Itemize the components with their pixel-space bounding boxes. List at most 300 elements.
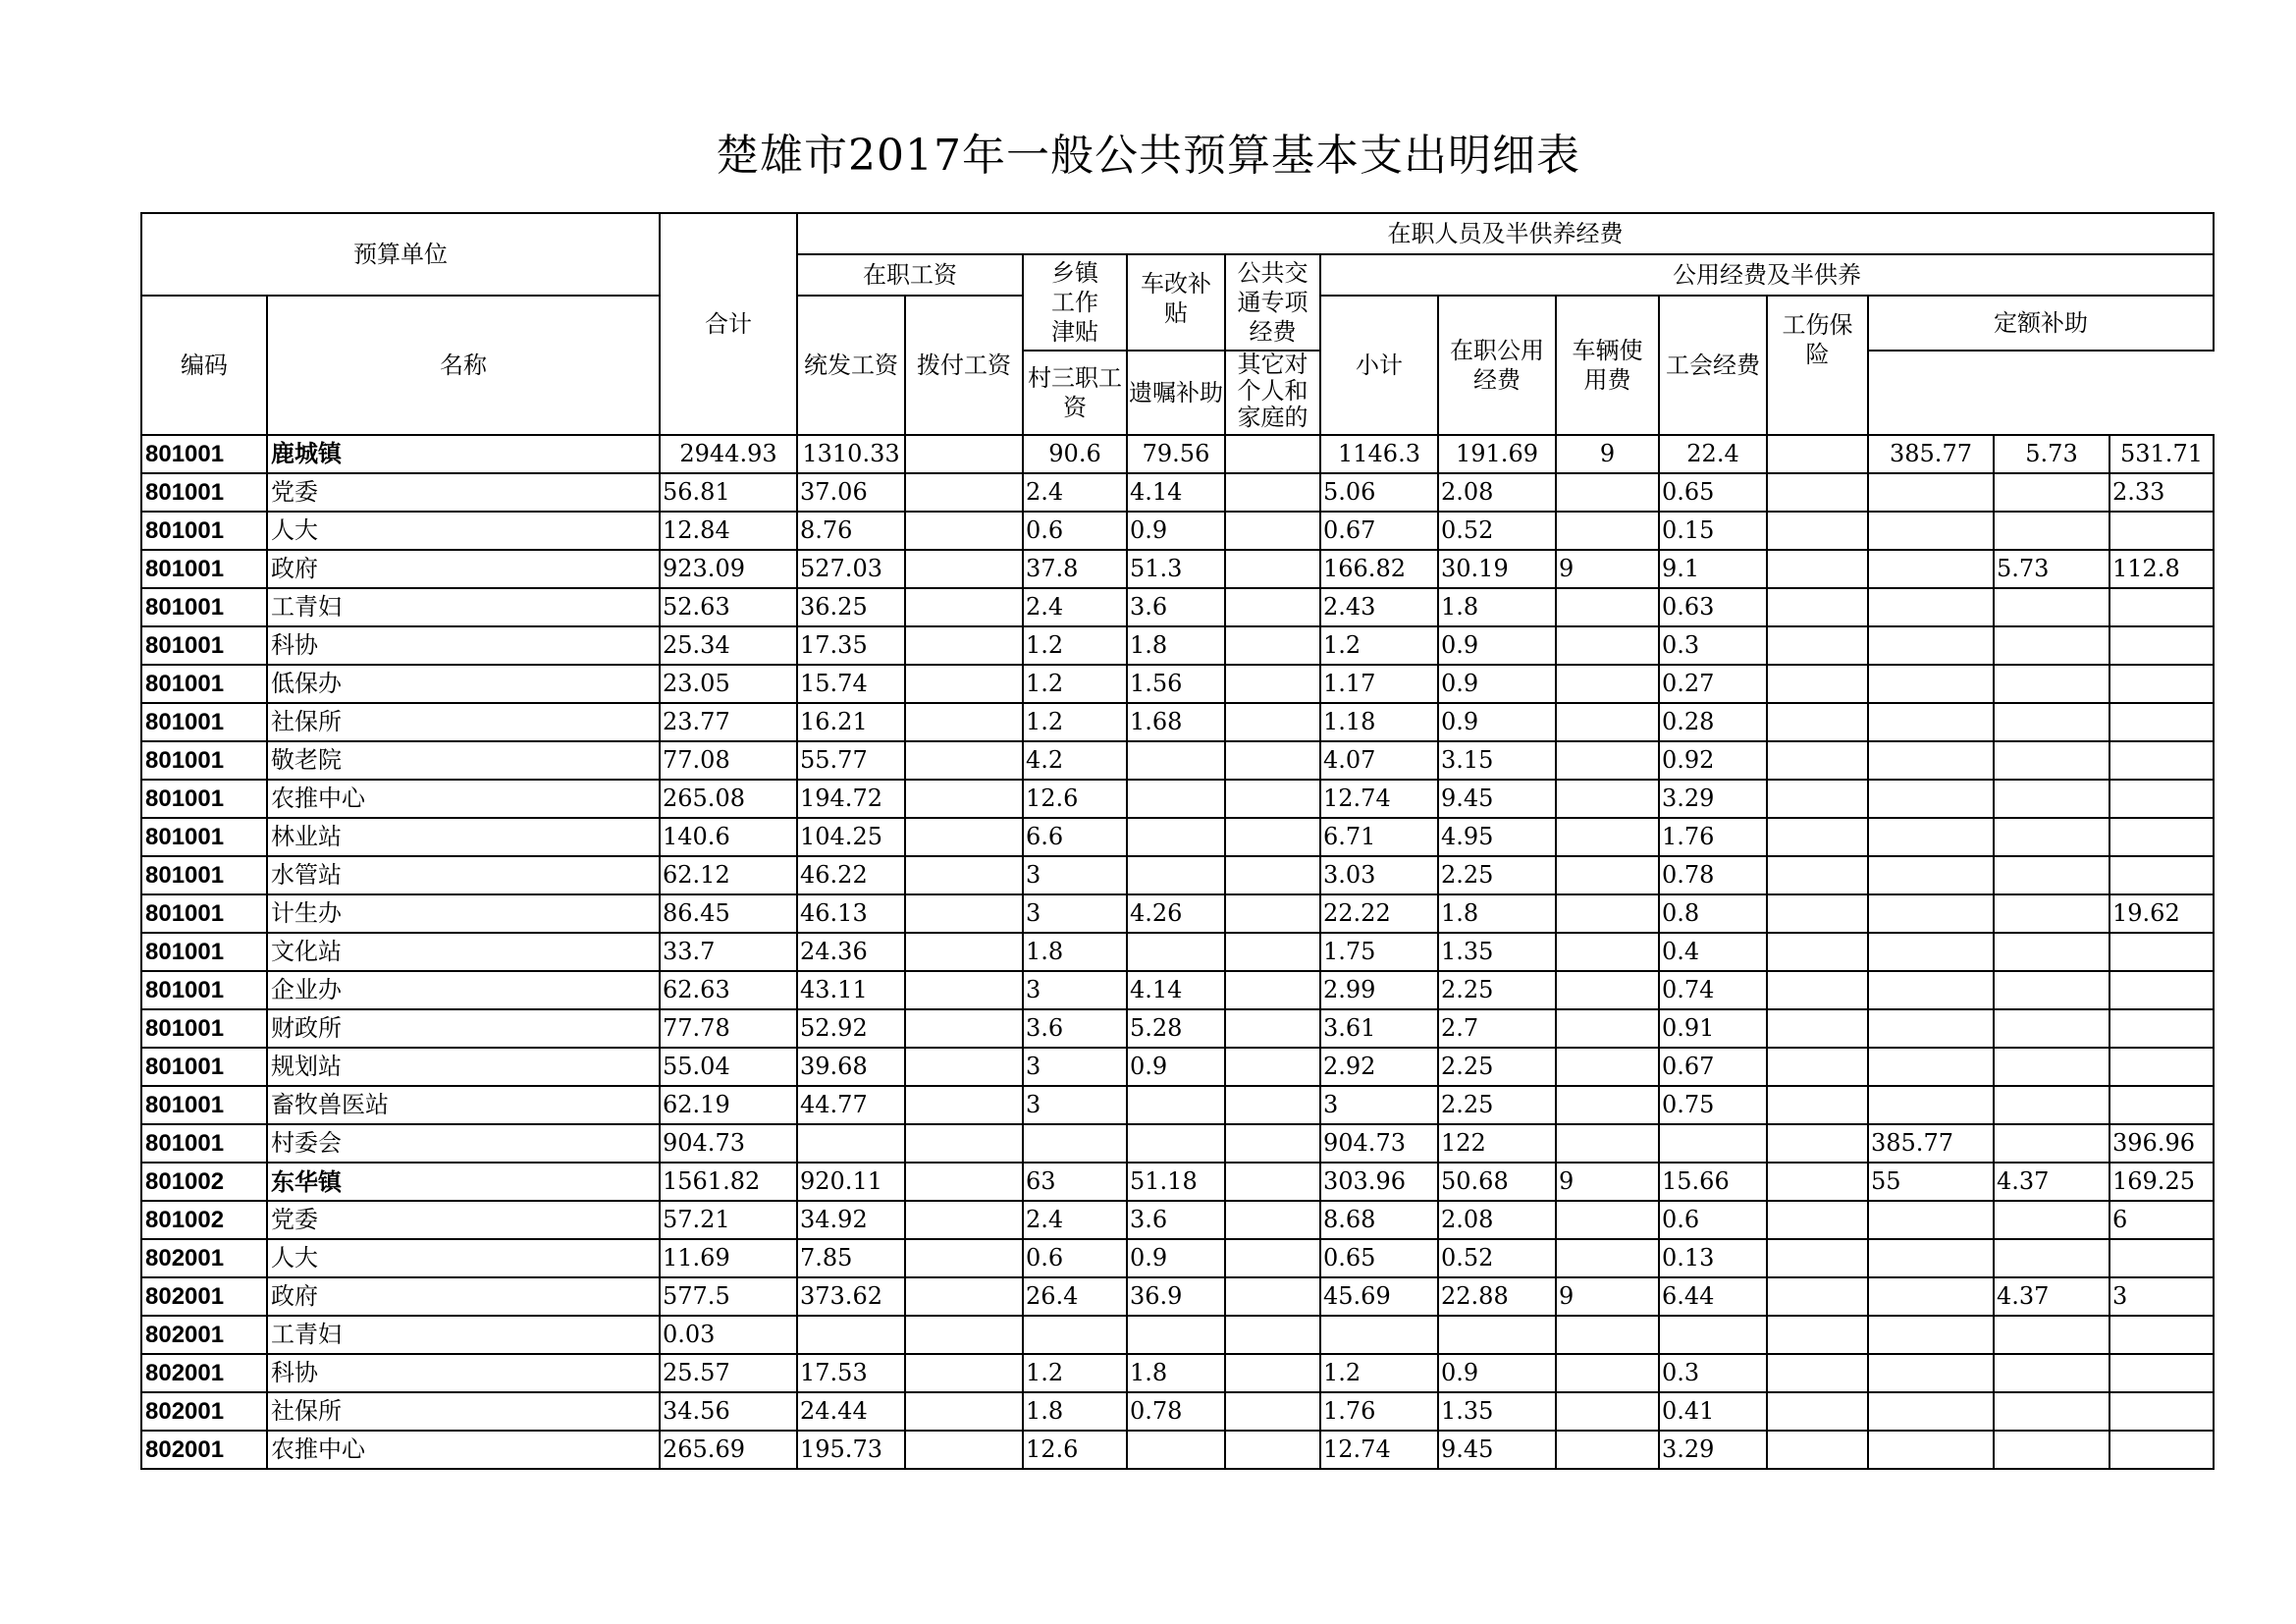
row-code: 801001 (141, 780, 267, 818)
row-value: 0.9 (1127, 512, 1225, 550)
row-value (905, 780, 1023, 818)
row-value (905, 1086, 1023, 1124)
row-value: 3 (2109, 1277, 2214, 1316)
row-value (1767, 435, 1868, 473)
row-value (1994, 1124, 2109, 1163)
row-value (905, 1201, 1023, 1239)
row-value (1767, 1277, 1868, 1316)
row-code: 801001 (141, 703, 267, 741)
table-row (141, 780, 2214, 818)
row-value: 17.53 (797, 1354, 905, 1392)
row-value (1556, 588, 1659, 626)
table-row (141, 1086, 2214, 1124)
row-value (1556, 703, 1659, 741)
row-value: 920.11 (797, 1163, 905, 1201)
row-value (1994, 1354, 2109, 1392)
row-value (905, 1277, 1023, 1316)
row-value: 9 (1556, 1163, 1659, 1201)
header-vehicle-fee-text: 车辆使用费 (1572, 337, 1643, 394)
row-name: 党委 (267, 473, 660, 512)
row-value: 19.62 (2109, 894, 2214, 933)
table-row (141, 1354, 2214, 1392)
header-village-staff-text: 村三职工资 (1028, 364, 1122, 421)
row-value (1767, 818, 1868, 856)
row-value: 1.75 (1320, 933, 1438, 971)
row-value (1767, 588, 1868, 626)
row-name: 村委会 (267, 1124, 660, 1163)
row-value (1994, 512, 2109, 550)
header-other-personal (1225, 351, 1320, 435)
row-code: 801001 (141, 856, 267, 894)
table-row (141, 473, 2214, 512)
row-code: 801001 (141, 512, 267, 550)
row-value (1438, 1316, 1556, 1354)
row-value: 1.35 (1438, 1392, 1556, 1431)
row-name: 畜牧兽医站 (267, 1086, 660, 1124)
table-row (141, 1048, 2214, 1086)
row-value (1556, 780, 1659, 818)
row-value (1556, 856, 1659, 894)
row-value: 2.92 (1320, 1048, 1438, 1086)
row-value: 2.25 (1438, 971, 1556, 1009)
row-value (1767, 703, 1868, 741)
row-value (1225, 703, 1320, 741)
row-value (1023, 1124, 1127, 1163)
row-value (2109, 1392, 2214, 1431)
row-value (2109, 1009, 2214, 1048)
row-value: 1.18 (1320, 703, 1438, 741)
row-code: 802001 (141, 1239, 267, 1277)
row-value (1556, 818, 1659, 856)
row-value: 12.74 (1320, 780, 1438, 818)
row-value (2109, 703, 2214, 741)
row-value (1556, 894, 1659, 933)
row-value: 2.25 (1438, 856, 1556, 894)
row-value: 15.66 (1659, 1163, 1767, 1201)
row-value (905, 435, 1023, 473)
table-row (141, 971, 2214, 1009)
row-value: 12.84 (660, 512, 797, 550)
row-value: 45.69 (1320, 1277, 1438, 1316)
row-value (1994, 626, 2109, 665)
row-value: 396.96 (2109, 1124, 2214, 1163)
row-name: 农推中心 (267, 780, 660, 818)
row-value: 15.74 (797, 665, 905, 703)
row-value: 904.73 (660, 1124, 797, 1163)
row-value (1556, 1392, 1659, 1431)
row-value (1225, 1048, 1320, 1086)
row-value (1225, 856, 1320, 894)
header-village-staff (1023, 351, 1127, 435)
row-value (905, 665, 1023, 703)
row-value: 1.8 (1023, 933, 1127, 971)
row-value (1868, 971, 1994, 1009)
row-value (1320, 1316, 1438, 1354)
row-name: 党委 (267, 1201, 660, 1239)
row-value (1868, 550, 1994, 588)
row-value (2109, 1239, 2214, 1277)
header-salary-group: 在职工资 (797, 254, 1023, 296)
row-code: 801001 (141, 818, 267, 856)
row-value: 112.8 (2109, 550, 2214, 588)
row-value: 23.05 (660, 665, 797, 703)
table-row (141, 856, 2214, 894)
table-row (141, 1431, 2214, 1469)
row-value: 577.5 (660, 1277, 797, 1316)
header-budget-unit: 预算单位 (141, 213, 660, 296)
row-value (2109, 1048, 2214, 1086)
row-name: 社保所 (267, 1392, 660, 1431)
row-value (1767, 1239, 1868, 1277)
row-value (1225, 665, 1320, 703)
row-value (1994, 933, 2109, 971)
row-value (1225, 894, 1320, 933)
table-row (141, 1239, 2214, 1277)
row-value (1127, 780, 1225, 818)
row-value (1994, 1316, 2109, 1354)
row-value: 22.22 (1320, 894, 1438, 933)
row-value: 24.36 (797, 933, 905, 971)
row-code: 801002 (141, 1201, 267, 1239)
row-value: 56.81 (660, 473, 797, 512)
row-value (905, 1239, 1023, 1277)
row-value: 9.45 (1438, 1431, 1556, 1469)
row-value: 0.52 (1438, 512, 1556, 550)
header-vehicle-subsidy-text: 车改补贴 (1141, 270, 1211, 327)
row-value: 5.73 (1994, 435, 2109, 473)
row-value (1868, 1277, 1994, 1316)
row-value: 43.11 (797, 971, 905, 1009)
row-value: 6.44 (1659, 1277, 1767, 1316)
row-value (905, 894, 1023, 933)
row-value (905, 703, 1023, 741)
row-name: 政府 (267, 1277, 660, 1316)
row-value: 6.71 (1320, 818, 1438, 856)
row-code: 802001 (141, 1316, 267, 1354)
row-value: 0.91 (1659, 1009, 1767, 1048)
row-value: 0.52 (1438, 1239, 1556, 1277)
row-value: 39.68 (797, 1048, 905, 1086)
row-value (1868, 818, 1994, 856)
row-value (1225, 435, 1320, 473)
row-value: 0.78 (1127, 1392, 1225, 1431)
row-value: 2.43 (1320, 588, 1438, 626)
row-value (1868, 1392, 1994, 1431)
row-value: 1.2 (1023, 703, 1127, 741)
row-name: 人大 (267, 512, 660, 550)
row-value: 0.9 (1127, 1048, 1225, 1086)
row-value: 385.77 (1868, 1124, 1994, 1163)
row-value (1767, 1316, 1868, 1354)
row-code: 801001 (141, 1086, 267, 1124)
row-value (1868, 1086, 1994, 1124)
row-value (1225, 512, 1320, 550)
row-value: 77.78 (660, 1009, 797, 1048)
row-value: 1.76 (1320, 1392, 1438, 1431)
row-value: 4.26 (1127, 894, 1225, 933)
row-value: 265.69 (660, 1431, 797, 1469)
row-value: 1.2 (1023, 626, 1127, 665)
row-value: 12.74 (1320, 1431, 1438, 1469)
row-value (1868, 1201, 1994, 1239)
row-value (1994, 1201, 2109, 1239)
row-value (905, 512, 1023, 550)
row-name: 林业站 (267, 818, 660, 856)
row-value: 0.65 (1659, 473, 1767, 512)
row-value: 86.45 (660, 894, 797, 933)
row-value: 79.56 (1127, 435, 1225, 473)
row-value: 8.68 (1320, 1201, 1438, 1239)
row-value: 30.19 (1438, 550, 1556, 588)
row-value: 0.3 (1659, 626, 1767, 665)
row-value (1767, 1124, 1868, 1163)
row-value: 46.13 (797, 894, 905, 933)
row-value: 1.2 (1023, 1354, 1127, 1392)
row-value (1994, 1431, 2109, 1469)
header-public-funds-text: 在职公用经费 (1450, 337, 1544, 394)
row-value: 5.06 (1320, 473, 1438, 512)
row-value: 2.4 (1023, 1201, 1127, 1239)
row-value (1556, 473, 1659, 512)
table-row (141, 933, 2214, 971)
row-value: 3 (1023, 971, 1127, 1009)
row-value: 1.35 (1438, 933, 1556, 971)
row-value: 0.9 (1438, 665, 1556, 703)
row-value: 531.71 (2109, 435, 2214, 473)
row-value (1868, 1239, 1994, 1277)
row-value (1556, 1316, 1659, 1354)
row-value (905, 856, 1023, 894)
row-code: 801001 (141, 933, 267, 971)
header-code: 编码 (141, 296, 267, 435)
row-value: 62.63 (660, 971, 797, 1009)
table-row (141, 1009, 2214, 1048)
row-name: 科协 (267, 626, 660, 665)
row-value: 52.92 (797, 1009, 905, 1048)
table-row (141, 1201, 2214, 1239)
row-value (1023, 1316, 1127, 1354)
row-value (797, 1316, 905, 1354)
header-total: 合计 (660, 213, 797, 435)
table-row (141, 588, 2214, 626)
row-value (1868, 856, 1994, 894)
row-value: 37.06 (797, 473, 905, 512)
row-name: 水管站 (267, 856, 660, 894)
row-value (2109, 512, 2214, 550)
row-value: 385.77 (1868, 435, 1994, 473)
row-value (905, 1431, 1023, 1469)
row-value: 527.03 (797, 550, 905, 588)
row-value: 1.2 (1023, 665, 1127, 703)
row-value (1556, 512, 1659, 550)
row-value: 3.15 (1438, 741, 1556, 780)
row-value: 9 (1556, 435, 1659, 473)
header-public-funds (1438, 296, 1556, 435)
row-value: 22.4 (1659, 435, 1767, 473)
row-code: 801001 (141, 1009, 267, 1048)
row-name: 低保办 (267, 665, 660, 703)
row-value: 12.6 (1023, 780, 1127, 818)
header-township-allowance-text: 乡镇工作津贴 (1051, 259, 1098, 346)
row-value: 0.9 (1438, 626, 1556, 665)
table-row (141, 1316, 2214, 1354)
row-value (905, 1009, 1023, 1048)
table-row (141, 703, 2214, 741)
row-value: 1.17 (1320, 665, 1438, 703)
row-value: 303.96 (1320, 1163, 1438, 1201)
row-value (1127, 1124, 1225, 1163)
row-value (1225, 1239, 1320, 1277)
row-value: 26.4 (1023, 1277, 1127, 1316)
row-value (1767, 1086, 1868, 1124)
row-value: 3 (1023, 1048, 1127, 1086)
row-value (1225, 741, 1320, 780)
row-value (1868, 933, 1994, 971)
row-value (1556, 1086, 1659, 1124)
row-value: 37.8 (1023, 550, 1127, 588)
row-value: 6 (2109, 1201, 2214, 1239)
row-value: 0.03 (660, 1316, 797, 1354)
row-value (1868, 1316, 1994, 1354)
row-value: 63 (1023, 1163, 1127, 1201)
row-value: 3.29 (1659, 780, 1767, 818)
row-value: 1.8 (1438, 588, 1556, 626)
row-value: 2944.93 (660, 435, 797, 473)
row-value (905, 971, 1023, 1009)
row-value (1225, 1316, 1320, 1354)
table-row (141, 550, 2214, 588)
row-value: 0.9 (1438, 1354, 1556, 1392)
row-value (1767, 1009, 1868, 1048)
row-value: 4.37 (1994, 1277, 2109, 1316)
row-value (1994, 741, 2109, 780)
row-value: 9.1 (1659, 550, 1767, 588)
row-value (1225, 588, 1320, 626)
row-value: 169.25 (2109, 1163, 2214, 1201)
row-value: 5.28 (1127, 1009, 1225, 1048)
row-code: 802001 (141, 1277, 267, 1316)
row-value: 0.8 (1659, 894, 1767, 933)
row-value: 4.95 (1438, 818, 1556, 856)
row-value (1225, 1163, 1320, 1201)
row-code: 801001 (141, 435, 267, 473)
row-value (1556, 1124, 1659, 1163)
row-value: 36.9 (1127, 1277, 1225, 1316)
row-value: 2.33 (2109, 473, 2214, 512)
header-injury-insurance-text: 工伤保险 (1782, 311, 1853, 368)
row-value (1868, 703, 1994, 741)
row-value (1767, 741, 1868, 780)
row-value: 0.67 (1320, 512, 1438, 550)
row-value (1767, 473, 1868, 512)
row-value (2109, 780, 2214, 818)
row-value (905, 1163, 1023, 1201)
row-value: 57.21 (660, 1201, 797, 1239)
row-value (2109, 1354, 2214, 1392)
row-value (1868, 741, 1994, 780)
header-in-service: 在职人员及半供养经费 (797, 213, 2214, 254)
row-value (1225, 818, 1320, 856)
header-township-allowance (1023, 254, 1127, 351)
row-value (905, 1124, 1023, 1163)
row-value: 0.6 (1659, 1201, 1767, 1239)
row-value (1556, 665, 1659, 703)
row-value: 0.78 (1659, 856, 1767, 894)
row-value (1225, 473, 1320, 512)
row-value (1225, 1201, 1320, 1239)
row-value: 1561.82 (660, 1163, 797, 1201)
row-value: 904.73 (1320, 1124, 1438, 1163)
row-value (1994, 1009, 2109, 1048)
row-value: 3.61 (1320, 1009, 1438, 1048)
row-value: 25.57 (660, 1354, 797, 1392)
row-value (1659, 1124, 1767, 1163)
row-value (1127, 933, 1225, 971)
row-value: 0.41 (1659, 1392, 1767, 1431)
row-value: 9 (1556, 550, 1659, 588)
row-name: 财政所 (267, 1009, 660, 1048)
row-value (1127, 1431, 1225, 1469)
row-value: 34.56 (660, 1392, 797, 1431)
row-code: 801001 (141, 473, 267, 512)
row-value: 4.07 (1320, 741, 1438, 780)
row-name: 鹿城镇 (267, 435, 660, 473)
row-value: 0.75 (1659, 1086, 1767, 1124)
row-value: 0.92 (1659, 741, 1767, 780)
header-vehicle-fee (1556, 296, 1659, 435)
row-value (1767, 626, 1868, 665)
row-value (905, 1316, 1023, 1354)
row-value: 140.6 (660, 818, 797, 856)
row-value: 6.6 (1023, 818, 1127, 856)
row-name: 工青妇 (267, 1316, 660, 1354)
row-name: 敬老院 (267, 741, 660, 780)
row-value: 0.6 (1023, 1239, 1127, 1277)
row-value (1556, 626, 1659, 665)
row-value: 17.35 (797, 626, 905, 665)
row-value: 0.67 (1659, 1048, 1767, 1086)
row-value (2109, 971, 2214, 1009)
row-value: 36.25 (797, 588, 905, 626)
row-value (1767, 1163, 1868, 1201)
row-value: 3 (1023, 856, 1127, 894)
row-value (2109, 933, 2214, 971)
row-code: 801001 (141, 1048, 267, 1086)
row-value: 373.62 (797, 1277, 905, 1316)
row-code: 801001 (141, 626, 267, 665)
row-value (1868, 894, 1994, 933)
row-value (905, 626, 1023, 665)
row-value: 1.8 (1127, 1354, 1225, 1392)
row-name: 社保所 (267, 703, 660, 741)
row-value (2109, 1431, 2214, 1469)
row-name: 企业办 (267, 971, 660, 1009)
row-value (1225, 1354, 1320, 1392)
row-value (1127, 1086, 1225, 1124)
row-value: 2.4 (1023, 588, 1127, 626)
row-value: 194.72 (797, 780, 905, 818)
table-row (141, 665, 2214, 703)
row-value (1767, 933, 1868, 971)
row-value (1556, 1201, 1659, 1239)
row-value (1127, 818, 1225, 856)
row-value (905, 473, 1023, 512)
row-value (1225, 1009, 1320, 1048)
row-value: 3.29 (1659, 1431, 1767, 1469)
budget-table (140, 212, 2215, 1470)
header-fixed-subsidy: 定额补助 (1868, 296, 2214, 351)
header-union-fee: 工会经费 (1659, 296, 1767, 435)
